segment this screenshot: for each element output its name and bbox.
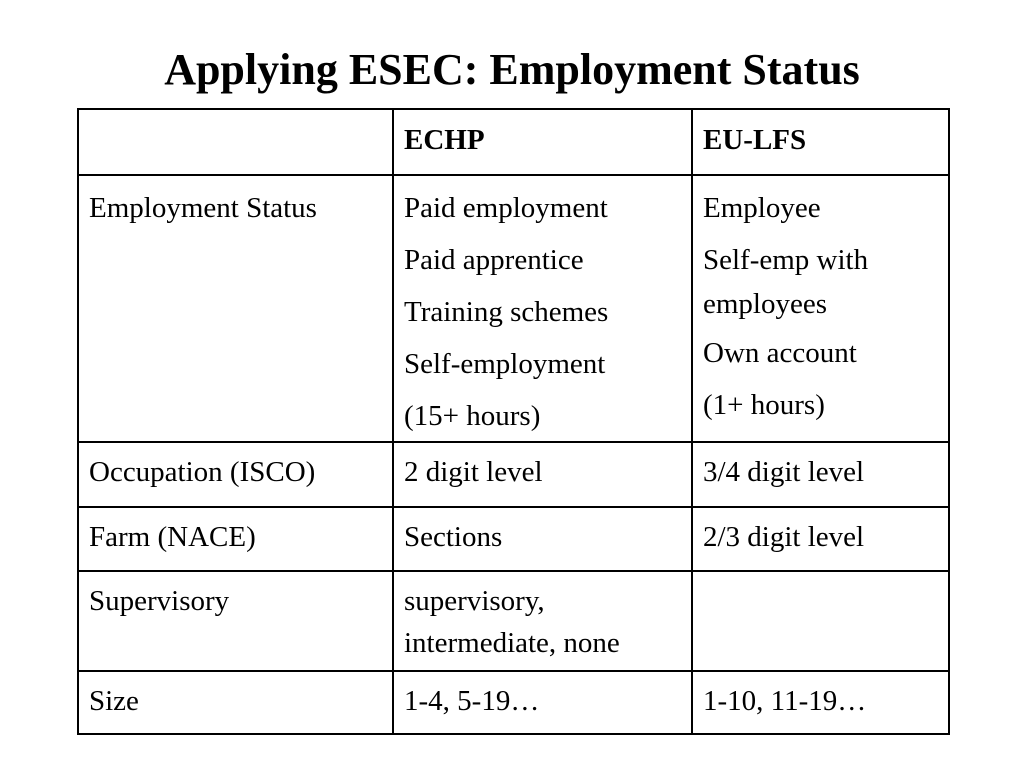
cell-echp-supervisory [393, 571, 692, 671]
table-row [78, 507, 949, 571]
cell-echp-employment-status [393, 175, 692, 442]
list-item: Self-emp with employees [703, 244, 869, 320]
row-label-size: Size [78, 671, 393, 734]
list-item: Employee [703, 192, 821, 224]
header-empty-cell [78, 109, 393, 175]
cell-eu-lfs-occupation: 3/4 digit level [692, 442, 949, 507]
comparison-table [77, 108, 950, 735]
list-item: (15+ hours) [404, 400, 541, 432]
row-label-supervisory: Supervisory [78, 571, 393, 671]
cell-echp-farm: Sections [393, 507, 692, 571]
list-item: Own account [703, 337, 857, 369]
slide-title: Applying ESEC: Employment Status [164, 45, 860, 94]
table-header-row [78, 109, 949, 175]
table-row [78, 571, 949, 671]
header-eu-lfs: EU-LFS [692, 109, 949, 175]
row-label-farm: Farm (NACE) [78, 507, 393, 571]
row-label-occupation: Occupation (ISCO) [78, 442, 393, 507]
list-item: Self-employment [404, 348, 606, 380]
list-item: Paid apprentice [404, 244, 584, 276]
cell-eu-lfs-supervisory [692, 571, 949, 671]
table-row [78, 442, 949, 507]
list-item: Training schemes [404, 296, 609, 328]
cell-eu-lfs-employment-status [692, 175, 949, 442]
table-row [78, 175, 949, 442]
header-echp: ECHP [393, 109, 692, 175]
cell-eu-lfs-farm: 2/3 digit level [692, 507, 949, 571]
cell-text: supervisory, intermediate, none [404, 585, 620, 659]
cell-echp-occupation: 2 digit level [393, 442, 692, 507]
list-item: (1+ hours) [703, 389, 825, 421]
table-row [78, 671, 949, 734]
list-item: Paid employment [404, 192, 608, 224]
row-label-employment-status: Employment Status [78, 175, 393, 442]
cell-echp-size: 1-4, 5-19… [393, 671, 692, 734]
cell-eu-lfs-size: 1-10, 11-19… [692, 671, 949, 734]
